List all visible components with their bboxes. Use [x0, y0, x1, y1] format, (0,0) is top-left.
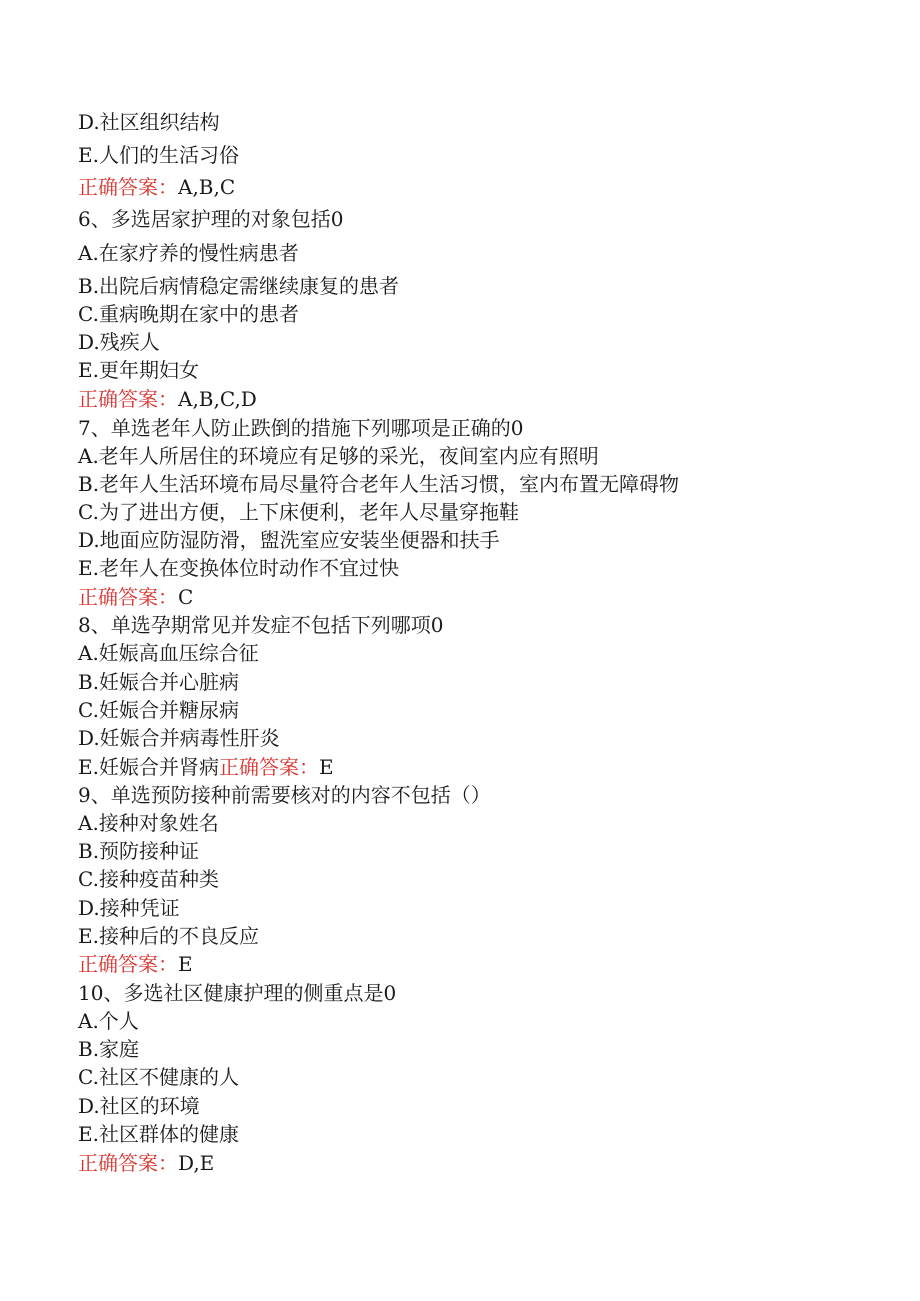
question-line: 7、单选老年人防止跌倒的措施下列哪项是正确的0: [78, 416, 524, 440]
option-line: C.社区不健康的人: [78, 1065, 239, 1089]
option-line: E.社区群体的健康: [78, 1122, 239, 1146]
option-line: C.为了进出方便，上下床便利，老年人尽量穿拖鞋: [78, 500, 519, 524]
answer-value: A,B,C,D: [178, 387, 257, 411]
option-line: A.在家疗养的慢性病患者: [78, 241, 299, 265]
answer-value: E: [178, 952, 193, 976]
answer-line: [78, 952, 193, 976]
answer-label: 正确答案：: [78, 387, 178, 411]
answer-label: 正确答案：: [78, 952, 178, 976]
answer-value: E: [318, 755, 334, 779]
answer-label: 正确答案：: [78, 585, 178, 609]
answer-line: [78, 585, 193, 609]
option-line: E.老年人在变换体位时动作不宜过快: [78, 556, 399, 580]
option-line: E.人们的生活习俗: [78, 143, 239, 167]
option-line: B.家庭: [78, 1037, 140, 1061]
option-line: E.接种后的不良反应: [78, 924, 259, 948]
option-line: A.妊娠高血压综合征: [78, 641, 259, 665]
answer-value: D,E: [178, 1151, 215, 1175]
option-line: B.老年人生活环境布局尽量符合老年人生活习惯，室内布置无障碍物: [78, 472, 680, 496]
answer-label: 正确答案：: [78, 1151, 178, 1175]
option-line: B.出院后病情稳定需继续康复的患者: [78, 274, 400, 298]
answer-label: 正确答案：: [218, 755, 319, 779]
option-line: D.妊娠合并病毒性肝炎: [78, 726, 280, 750]
option-line: D.地面应防湿防滑，盥洗室应安装坐便器和扶手: [78, 528, 500, 552]
option-line: C.重病晚期在家中的患者: [78, 302, 299, 326]
option-line: B.预防接种证: [78, 839, 200, 863]
question-line: 10、多选社区健康护理的侧重点是0: [78, 981, 397, 1005]
answer-value: A,B,C: [178, 175, 236, 199]
question-line: 9、单选预防接种前需要核对的内容不包括（）: [78, 783, 491, 807]
option-line: B.妊娠合并心脏病: [78, 670, 240, 694]
option-line: D.社区的环境: [78, 1094, 200, 1118]
answer-value: C: [178, 585, 194, 609]
question-line: 8、单选孕期常见并发症不包括下列哪项0: [78, 613, 444, 637]
answer-label: 正确答案：: [78, 175, 178, 199]
option-line: A.老年人所居住的环境应有足够的采光，夜间室内应有照明: [78, 444, 599, 468]
answer-line: [78, 387, 257, 411]
option-line: C.接种疫苗种类: [78, 867, 219, 891]
option-line: A.个人: [78, 1009, 139, 1033]
option-line: E.更年期妇女: [78, 358, 199, 382]
answer-line: [78, 175, 235, 199]
option-text: E.妊娠合并肾病: [78, 755, 219, 779]
answer-line: [78, 1151, 214, 1175]
option-line: C.妊娠合并糖尿病: [78, 698, 239, 722]
option-line: A.接种对象姓名: [78, 811, 219, 835]
option-line: D.社区组织结构: [78, 110, 220, 134]
option-line: D.残疾人: [78, 330, 160, 354]
question-line: 6、多选居家护理的对象包括0: [78, 207, 344, 231]
option-with-answer-line: [78, 755, 334, 779]
option-line: D.接种凭证: [78, 896, 180, 920]
